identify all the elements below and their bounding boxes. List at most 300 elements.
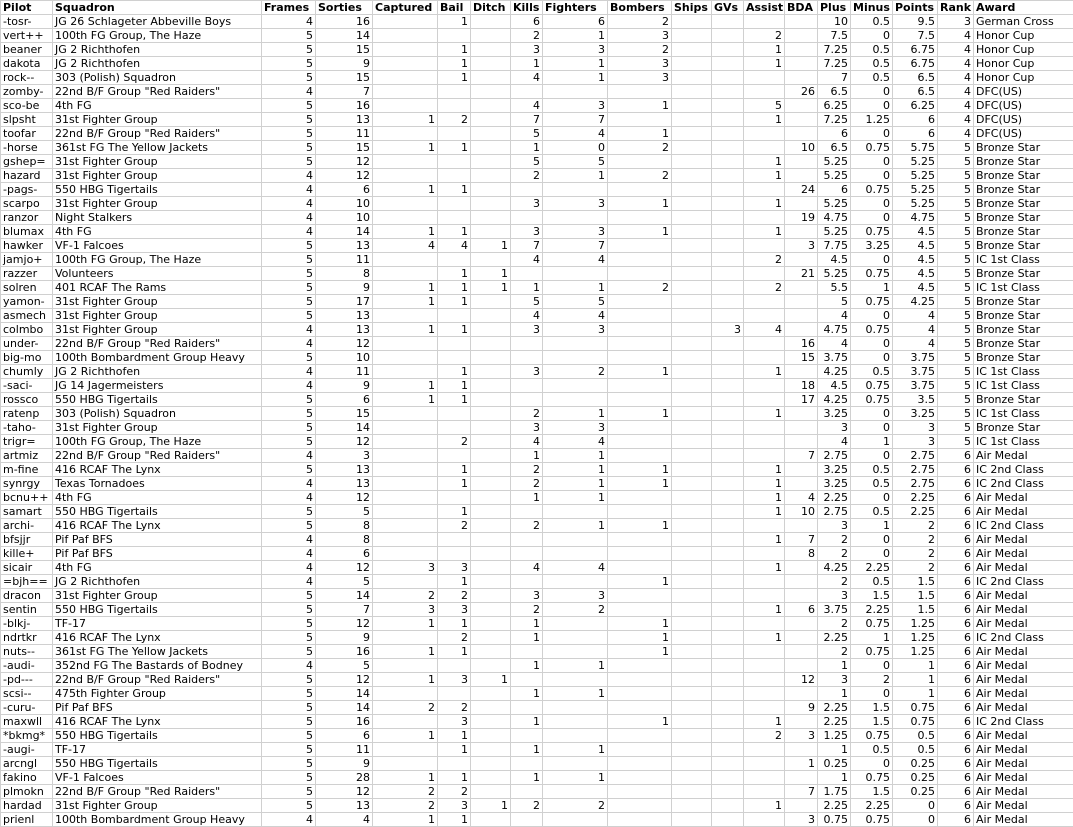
cell-ditch xyxy=(471,141,511,155)
cell-frames: 5 xyxy=(262,757,316,771)
table-row xyxy=(1,645,1073,659)
cell-assist: 1 xyxy=(744,631,785,645)
cell-pilot: -horse xyxy=(1,141,53,155)
cell-minus: 0 xyxy=(851,687,893,701)
table-header-row xyxy=(1,1,1073,15)
cell-frames: 5 xyxy=(262,253,316,267)
cell-sorties: 14 xyxy=(316,225,373,239)
cell-points: 3 xyxy=(893,421,938,435)
cell-minus: 0.75 xyxy=(851,323,893,337)
cell-rank: 6 xyxy=(938,813,974,827)
cell-ships xyxy=(672,519,712,533)
cell-kills xyxy=(511,351,543,365)
cell-ships xyxy=(672,71,712,85)
cell-ships xyxy=(672,435,712,449)
cell-ships xyxy=(672,603,712,617)
cell-captured: 1 xyxy=(373,393,438,407)
table-row xyxy=(1,631,1073,645)
table-row xyxy=(1,743,1073,757)
cell-award: IC 2nd Class xyxy=(974,715,1073,729)
cell-rank: 6 xyxy=(938,589,974,603)
cell-assist: 1 xyxy=(744,113,785,127)
cell-sorties: 9 xyxy=(316,281,373,295)
cell-points: 5.75 xyxy=(893,141,938,155)
cell-minus: 0.5 xyxy=(851,575,893,589)
table-row xyxy=(1,701,1073,715)
cell-award: Bronze Star xyxy=(974,295,1073,309)
cell-ships xyxy=(672,421,712,435)
cell-gvs xyxy=(712,449,744,463)
cell-captured: 3 xyxy=(373,561,438,575)
cell-kills: 4 xyxy=(511,561,543,575)
cell-rank: 5 xyxy=(938,239,974,253)
cell-bda: 7 xyxy=(785,785,818,799)
cell-squadron: JG 2 Richthofen xyxy=(53,57,262,71)
cell-rank: 5 xyxy=(938,407,974,421)
cell-ditch: 1 xyxy=(471,281,511,295)
cell-kills xyxy=(511,785,543,799)
cell-gvs xyxy=(712,799,744,813)
cell-bombers xyxy=(608,309,672,323)
cell-fighters: 1 xyxy=(543,463,608,477)
cell-minus: 0 xyxy=(851,421,893,435)
cell-kills: 1 xyxy=(511,449,543,463)
cell-gvs xyxy=(712,253,744,267)
cell-fighters xyxy=(543,673,608,687)
cell-kills: 2 xyxy=(511,29,543,43)
cell-ships xyxy=(672,225,712,239)
cell-bombers xyxy=(608,323,672,337)
cell-bombers: 1 xyxy=(608,365,672,379)
cell-captured xyxy=(373,435,438,449)
cell-bda: 24 xyxy=(785,183,818,197)
cell-bda: 4 xyxy=(785,491,818,505)
cell-frames: 5 xyxy=(262,743,316,757)
table-row xyxy=(1,323,1073,337)
cell-pilot: razzer xyxy=(1,267,53,281)
cell-ditch xyxy=(471,15,511,29)
cell-captured: 1 xyxy=(373,645,438,659)
cell-plus: 5.25 xyxy=(818,267,851,281)
cell-ditch xyxy=(471,295,511,309)
table-row xyxy=(1,309,1073,323)
cell-fighters xyxy=(543,393,608,407)
cell-bail: 1 xyxy=(438,393,471,407)
cell-fighters xyxy=(543,547,608,561)
cell-sorties: 16 xyxy=(316,99,373,113)
cell-minus: 0 xyxy=(851,127,893,141)
cell-frames: 4 xyxy=(262,85,316,99)
cell-gvs xyxy=(712,463,744,477)
cell-bombers xyxy=(608,701,672,715)
table-row xyxy=(1,617,1073,631)
cell-pilot: kille+ xyxy=(1,547,53,561)
cell-fighters xyxy=(543,183,608,197)
cell-frames: 5 xyxy=(262,71,316,85)
cell-assist xyxy=(744,785,785,799)
cell-captured xyxy=(373,351,438,365)
cell-award: Air Medal xyxy=(974,743,1073,757)
table-row xyxy=(1,435,1073,449)
cell-rank: 5 xyxy=(938,141,974,155)
cell-frames: 5 xyxy=(262,57,316,71)
cell-assist xyxy=(744,141,785,155)
cell-captured xyxy=(373,407,438,421)
cell-squadron: 401 RCAF The Rams xyxy=(53,281,262,295)
cell-rank: 4 xyxy=(938,29,974,43)
cell-bda xyxy=(785,197,818,211)
table-row xyxy=(1,253,1073,267)
cell-ships xyxy=(672,127,712,141)
cell-captured: 1 xyxy=(373,323,438,337)
cell-bombers: 2 xyxy=(608,15,672,29)
cell-captured xyxy=(373,309,438,323)
cell-minus: 0 xyxy=(851,351,893,365)
cell-bombers: 3 xyxy=(608,71,672,85)
cell-gvs xyxy=(712,29,744,43)
cell-kills xyxy=(511,267,543,281)
cell-gvs xyxy=(712,547,744,561)
cell-pilot: nuts-- xyxy=(1,645,53,659)
cell-bail xyxy=(438,491,471,505)
cell-gvs xyxy=(712,351,744,365)
cell-captured: 2 xyxy=(373,589,438,603)
cell-ditch xyxy=(471,785,511,799)
cell-minus: 2.25 xyxy=(851,603,893,617)
cell-kills xyxy=(511,729,543,743)
cell-ditch xyxy=(471,183,511,197)
table-row xyxy=(1,85,1073,99)
cell-minus: 0.75 xyxy=(851,183,893,197)
column-header-bail: Bail xyxy=(438,1,471,15)
cell-award: Air Medal xyxy=(974,617,1073,631)
cell-sorties: 28 xyxy=(316,771,373,785)
table-row xyxy=(1,449,1073,463)
cell-ditch xyxy=(471,407,511,421)
cell-bail: 1 xyxy=(438,505,471,519)
cell-assist xyxy=(744,435,785,449)
cell-plus: 3.25 xyxy=(818,477,851,491)
cell-plus: 1 xyxy=(818,687,851,701)
cell-pilot: hazard xyxy=(1,169,53,183)
cell-frames: 4 xyxy=(262,547,316,561)
cell-award: Bronze Star xyxy=(974,169,1073,183)
cell-plus: 5.25 xyxy=(818,197,851,211)
cell-assist xyxy=(744,519,785,533)
column-header-squadron: Squadron xyxy=(53,1,262,15)
cell-squadron: JG 2 Richthofen xyxy=(53,365,262,379)
cell-assist: 1 xyxy=(744,169,785,183)
cell-fighters: 1 xyxy=(543,519,608,533)
cell-points: 0.25 xyxy=(893,771,938,785)
cell-bombers: 3 xyxy=(608,29,672,43)
cell-squadron: 22nd B/F Group "Red Raiders" xyxy=(53,337,262,351)
cell-points: 6.5 xyxy=(893,71,938,85)
cell-bombers xyxy=(608,393,672,407)
cell-rank: 6 xyxy=(938,799,974,813)
cell-ships xyxy=(672,547,712,561)
cell-minus: 0 xyxy=(851,253,893,267)
cell-ditch xyxy=(471,477,511,491)
cell-fighters xyxy=(543,379,608,393)
cell-plus: 2.25 xyxy=(818,491,851,505)
cell-bombers xyxy=(608,239,672,253)
cell-rank: 6 xyxy=(938,673,974,687)
cell-bombers xyxy=(608,211,672,225)
cell-ships xyxy=(672,701,712,715)
cell-ships xyxy=(672,57,712,71)
cell-bombers xyxy=(608,253,672,267)
cell-ships xyxy=(672,309,712,323)
cell-pilot: bfsjjr xyxy=(1,533,53,547)
cell-points: 6 xyxy=(893,127,938,141)
cell-minus: 0 xyxy=(851,533,893,547)
cell-captured: 1 xyxy=(373,617,438,631)
cell-fighters xyxy=(543,631,608,645)
cell-ditch xyxy=(471,57,511,71)
cell-bda: 9 xyxy=(785,701,818,715)
cell-plus: 10 xyxy=(818,15,851,29)
cell-pilot: ratenp xyxy=(1,407,53,421)
cell-pilot: synrgy xyxy=(1,477,53,491)
cell-squadron: 100th FG Group, The Haze xyxy=(53,435,262,449)
cell-squadron: Volunteers xyxy=(53,267,262,281)
cell-bail: 3 xyxy=(438,561,471,575)
cell-bda: 16 xyxy=(785,337,818,351)
cell-sorties: 11 xyxy=(316,743,373,757)
cell-gvs xyxy=(712,197,744,211)
cell-bombers xyxy=(608,295,672,309)
cell-assist xyxy=(744,351,785,365)
cell-award: Air Medal xyxy=(974,785,1073,799)
cell-gvs xyxy=(712,659,744,673)
cell-rank: 6 xyxy=(938,771,974,785)
cell-gvs xyxy=(712,169,744,183)
cell-ships xyxy=(672,589,712,603)
cell-squadron: 550 HBG Tigertails xyxy=(53,729,262,743)
cell-frames: 5 xyxy=(262,407,316,421)
cell-kills: 7 xyxy=(511,113,543,127)
cell-gvs xyxy=(712,715,744,729)
cell-assist xyxy=(744,295,785,309)
cell-frames: 4 xyxy=(262,183,316,197)
cell-captured xyxy=(373,43,438,57)
cell-bail: 1 xyxy=(438,225,471,239)
table-row xyxy=(1,729,1073,743)
cell-squadron: 31st Fighter Group xyxy=(53,295,262,309)
cell-bail xyxy=(438,197,471,211)
cell-squadron: 550 HBG Tigertails xyxy=(53,757,262,771)
cell-points: 2.75 xyxy=(893,449,938,463)
cell-fighters: 2 xyxy=(543,799,608,813)
cell-sorties: 12 xyxy=(316,155,373,169)
cell-bda xyxy=(785,771,818,785)
cell-squadron: JG 26 Schlageter Abbeville Boys xyxy=(53,15,262,29)
cell-ships xyxy=(672,729,712,743)
cell-kills: 6 xyxy=(511,15,543,29)
cell-gvs xyxy=(712,477,744,491)
cell-plus: 2 xyxy=(818,617,851,631)
cell-squadron: 31st Fighter Group xyxy=(53,309,262,323)
cell-pilot: big-mo xyxy=(1,351,53,365)
cell-squadron: 31st Fighter Group xyxy=(53,799,262,813)
table-row xyxy=(1,771,1073,785)
cell-sorties: 6 xyxy=(316,729,373,743)
cell-award: Bronze Star xyxy=(974,141,1073,155)
cell-bombers xyxy=(608,813,672,827)
cell-ships xyxy=(672,365,712,379)
cell-ships xyxy=(672,505,712,519)
cell-plus: 4 xyxy=(818,337,851,351)
cell-captured xyxy=(373,659,438,673)
cell-fighters: 3 xyxy=(543,421,608,435)
cell-minus: 0.75 xyxy=(851,267,893,281)
cell-assist: 2 xyxy=(744,253,785,267)
cell-captured xyxy=(373,99,438,113)
cell-rank: 6 xyxy=(938,547,974,561)
cell-plus: 4.25 xyxy=(818,393,851,407)
cell-bombers xyxy=(608,743,672,757)
table-row xyxy=(1,183,1073,197)
cell-assist: 1 xyxy=(744,407,785,421)
cell-pilot: dakota xyxy=(1,57,53,71)
cell-minus: 1.5 xyxy=(851,785,893,799)
cell-squadron: 416 RCAF The Lynx xyxy=(53,631,262,645)
cell-award: Honor Cup xyxy=(974,71,1073,85)
cell-assist xyxy=(744,239,785,253)
cell-fighters: 6 xyxy=(543,15,608,29)
cell-bda xyxy=(785,715,818,729)
cell-assist xyxy=(744,673,785,687)
table-row xyxy=(1,197,1073,211)
cell-pilot: under- xyxy=(1,337,53,351)
cell-bda: 8 xyxy=(785,547,818,561)
cell-minus: 0.5 xyxy=(851,477,893,491)
cell-sorties: 12 xyxy=(316,337,373,351)
table-row xyxy=(1,281,1073,295)
cell-minus: 1 xyxy=(851,281,893,295)
cell-award: IC 1st Class xyxy=(974,407,1073,421)
cell-points: 0.75 xyxy=(893,715,938,729)
cell-pilot: beaner xyxy=(1,43,53,57)
cell-pilot: asmech xyxy=(1,309,53,323)
cell-kills xyxy=(511,813,543,827)
cell-ditch xyxy=(471,323,511,337)
cell-gvs xyxy=(712,505,744,519)
cell-bail: 3 xyxy=(438,603,471,617)
cell-plus: 3 xyxy=(818,519,851,533)
cell-sorties: 16 xyxy=(316,715,373,729)
cell-minus: 0 xyxy=(851,547,893,561)
cell-ships xyxy=(672,449,712,463)
cell-rank: 6 xyxy=(938,477,974,491)
cell-ditch xyxy=(471,169,511,183)
cell-bombers: 1 xyxy=(608,225,672,239)
cell-plus: 1 xyxy=(818,659,851,673)
cell-frames: 5 xyxy=(262,267,316,281)
cell-points: 4.5 xyxy=(893,267,938,281)
cell-ditch xyxy=(471,505,511,519)
cell-ditch xyxy=(471,337,511,351)
cell-ships xyxy=(672,617,712,631)
cell-minus: 0.75 xyxy=(851,295,893,309)
table-row xyxy=(1,337,1073,351)
cell-bombers: 2 xyxy=(608,281,672,295)
cell-award: DFC(US) xyxy=(974,85,1073,99)
cell-frames: 5 xyxy=(262,617,316,631)
cell-bombers xyxy=(608,547,672,561)
cell-rank: 4 xyxy=(938,43,974,57)
cell-kills xyxy=(511,211,543,225)
cell-frames: 5 xyxy=(262,519,316,533)
cell-gvs xyxy=(712,729,744,743)
cell-ditch xyxy=(471,715,511,729)
cell-squadron: 31st Fighter Group xyxy=(53,421,262,435)
cell-frames: 4 xyxy=(262,211,316,225)
cell-bail: 2 xyxy=(438,435,471,449)
cell-bail: 4 xyxy=(438,239,471,253)
cell-sorties: 12 xyxy=(316,673,373,687)
cell-bda xyxy=(785,71,818,85)
cell-pilot: sco-be xyxy=(1,99,53,113)
cell-bombers xyxy=(608,533,672,547)
cell-kills: 2 xyxy=(511,799,543,813)
cell-award: Air Medal xyxy=(974,589,1073,603)
cell-award: IC 2nd Class xyxy=(974,463,1073,477)
column-header-captured: Captured xyxy=(373,1,438,15)
cell-squadron: 550 HBG Tigertails xyxy=(53,393,262,407)
cell-frames: 5 xyxy=(262,505,316,519)
cell-assist xyxy=(744,449,785,463)
cell-rank: 5 xyxy=(938,365,974,379)
cell-ships xyxy=(672,715,712,729)
cell-bombers: 1 xyxy=(608,715,672,729)
table-row xyxy=(1,155,1073,169)
cell-sorties: 7 xyxy=(316,603,373,617)
cell-award: Bronze Star xyxy=(974,155,1073,169)
cell-points: 3 xyxy=(893,435,938,449)
cell-bail xyxy=(438,449,471,463)
cell-kills: 2 xyxy=(511,477,543,491)
cell-award: Air Medal xyxy=(974,813,1073,827)
table-row xyxy=(1,575,1073,589)
cell-frames: 5 xyxy=(262,785,316,799)
column-header-points: Points xyxy=(893,1,938,15)
cell-bombers: 1 xyxy=(608,463,672,477)
cell-ditch xyxy=(471,113,511,127)
cell-sorties: 13 xyxy=(316,477,373,491)
cell-ships xyxy=(672,799,712,813)
cell-points: 5.25 xyxy=(893,155,938,169)
cell-bombers: 3 xyxy=(608,57,672,71)
cell-bail: 1 xyxy=(438,15,471,29)
cell-bombers xyxy=(608,85,672,99)
cell-points: 1 xyxy=(893,659,938,673)
cell-gvs xyxy=(712,631,744,645)
cell-award: Bronze Star xyxy=(974,183,1073,197)
cell-plus: 7.5 xyxy=(818,29,851,43)
cell-bail xyxy=(438,85,471,99)
cell-gvs xyxy=(712,379,744,393)
cell-ditch xyxy=(471,309,511,323)
cell-plus: 5.25 xyxy=(818,225,851,239)
cell-ships xyxy=(672,169,712,183)
cell-bombers: 2 xyxy=(608,43,672,57)
cell-gvs xyxy=(712,771,744,785)
cell-bda xyxy=(785,253,818,267)
cell-bda: 3 xyxy=(785,729,818,743)
cell-captured: 2 xyxy=(373,701,438,715)
